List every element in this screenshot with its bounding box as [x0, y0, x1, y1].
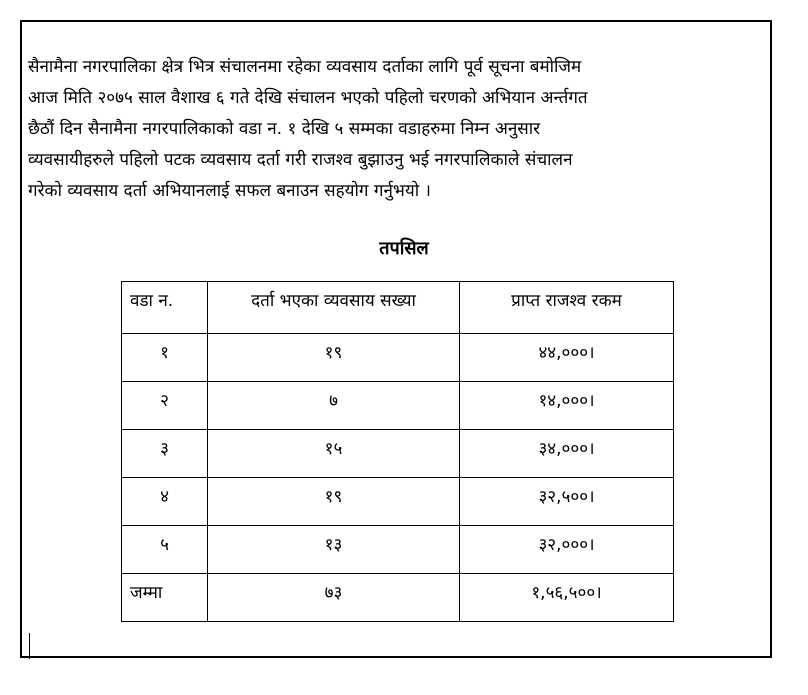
text-cursor: [29, 633, 30, 659]
ward-cell: १: [122, 334, 208, 382]
ward-cell: २: [122, 382, 208, 430]
header-revenue: प्राप्त राजश्व रकम: [460, 282, 674, 334]
total-count-cell: ७३: [208, 574, 460, 622]
table-row: [122, 382, 674, 430]
paragraph-line: सैनामैना नगरपालिका क्षेत्र भित्र संचालनमा रहेका व्यवसाय दर्ताका लागि पूर्व सूचना बमोजिम: [28, 57, 582, 77]
ward-cell: ४: [122, 478, 208, 526]
count-cell: १३: [208, 526, 460, 574]
ward-registration-table: [121, 281, 674, 622]
header-ward-no: वडा न.: [122, 282, 208, 334]
count-cell: १९: [208, 334, 460, 382]
header-business-count: दर्ता भएका व्यवसाय सख्या: [208, 282, 460, 334]
revenue-cell: ४४,०००।: [460, 334, 674, 382]
revenue-cell: ३२,५००।: [460, 478, 674, 526]
count-cell: १५: [208, 430, 460, 478]
table-row: [122, 478, 674, 526]
revenue-cell: १४,०००।: [460, 382, 674, 430]
table-header-row: [122, 282, 674, 334]
table-row: [122, 430, 674, 478]
table-title: तपसिल: [379, 238, 429, 259]
count-cell: ७: [208, 382, 460, 430]
paragraph-line: व्यवसायीहरुले पहिलो पटक व्यवसाय दर्ता गरी राजश्व बुझाउनु भई नगरपालिकाले संचालन: [28, 150, 573, 170]
ward-cell: ३: [122, 430, 208, 478]
total-revenue-cell: १,५६,५००।: [460, 574, 674, 622]
paragraph-line: छैठौं दिन सैनामैना नगरपालिकाको वडा न. १ देखि ५ सम्मका वडाहरुमा निम्न अनुसार: [28, 119, 541, 139]
revenue-cell: ३४,०००।: [460, 430, 674, 478]
table-row: [122, 526, 674, 574]
table-total-row: [122, 574, 674, 622]
intro-paragraph: [28, 52, 768, 207]
revenue-cell: ३२,०००।: [460, 526, 674, 574]
paragraph-line: गरेको व्यवसाय दर्ता अभियानलाई सफल बनाउन सहयोग गर्नुभयो ।: [28, 181, 431, 201]
paragraph-line: आज मिति २०७५ साल वैशाख ६ गते देखि संचालन भएको पहिलो चरणको अभियान अर्न्तगत: [28, 88, 588, 108]
ward-cell: ५: [122, 526, 208, 574]
count-cell: १९: [208, 478, 460, 526]
total-label-cell: जम्मा: [122, 574, 208, 622]
table-row: [122, 334, 674, 382]
